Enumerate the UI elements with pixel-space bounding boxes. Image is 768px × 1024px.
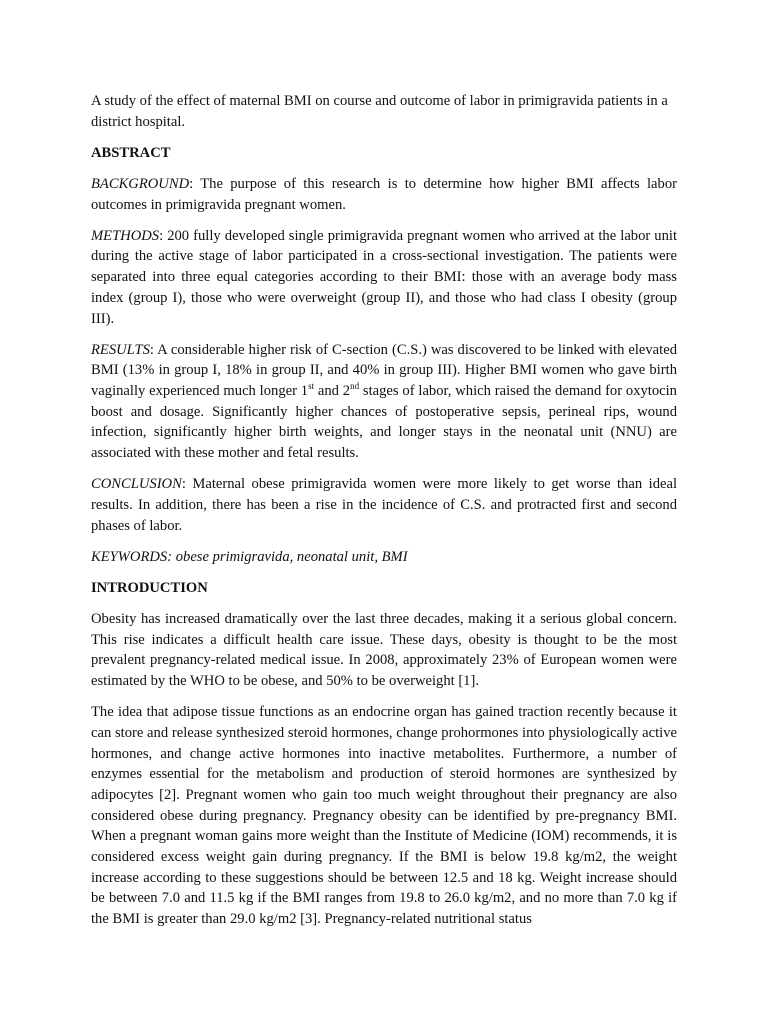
results-text-3: stages of labor, which raised the demand for oxytocin boost and dosage. Significantly higher chances of postoperative sepsis, perineal rips, wound infection, significantly higher birth weights, and longer stays in the neonatal unit (NNU) are associated with these mother and fetal results.	[91, 383, 677, 462]
introduction-heading: INTRODUCTION	[91, 579, 208, 596]
paper-title: A study of the effect of maternal BMI on course and outcome of labor in primigravida patients in a district hospital.	[91, 93, 668, 130]
methods-text: : 200 fully developed single primigravida pregnant women who arrived at the labor unit during the active stage of labor participated in a cross-sectional investigation. The patients were separated into three equal categories according to their BMI: those with an average body mass index (group I), those who were overweight (group II), and those who had class I obesity (group III).	[91, 227, 677, 327]
results-text-1: : A considerable higher risk of C-section (C.S.) was discovered to be linked with elevated BMI (13% in group I, 18% in group II, and 40% in group III). Higher BMI women who gave birth vaginally experienced much longer 1	[91, 341, 677, 399]
keywords	[91, 547, 677, 568]
results-text-2: and 2	[314, 383, 351, 399]
results-label: RESULTS	[91, 341, 150, 358]
results-superscript-1: st	[308, 381, 315, 391]
abstract-conclusion	[91, 474, 677, 536]
background-text: : The purpose of this research is to determine how higher BMI affects labor outcomes in primigravida pregnant women.	[91, 175, 677, 213]
abstract-background	[91, 174, 677, 215]
background-label: BACKGROUND	[91, 175, 190, 192]
results-superscript-2: nd	[350, 381, 360, 391]
methods-label: METHODS	[91, 227, 160, 244]
introduction-paragraph-1: Obesity has increased dramatically over the last three decades, making it a serious global concern. This rise indicates a difficult health care issue. These days, obesity is thought to be the most prevalent pregnancy-related medical issue. In 2008, approximately 23% of European women were estimated by the WHO to be obese, and 50% to be overweight [1].	[91, 610, 677, 689]
abstract-results	[91, 340, 677, 464]
introduction-paragraph-2: The idea that adipose tissue functions as an endocrine organ has gained traction recently because it can store and release synthesized steroid hormones, change prohormones into physiologically active hormones, and change active hormones into inactive metabolites. Furthermore, a number of enzymes essential for the metabolism and production of steroid hormones are synthesized by adipocytes [2]. Pregnant women who gain too much weight throughout their pregnancy are also considered obese during pregnancy. Pregnancy obesity can be identified by pre-pregnancy BMI. When a pregnant woman gains more weight than the Institute of Medicine (IOM) recommends, it is considered excess weight gain during pregnancy. If the BMI is below 19.8 kg/m2, the weight increase according to these suggestions should be between 12.5 and 18 kg. Weight increase should be between 7.0 and 11.5 kg if the BMI ranges from 19.8 to 26.0 kg/m2, and no more than 7.0 kg if the BMI is greater than 29.0 kg/m2 [3]. Pregnancy-related nutritional status	[91, 704, 677, 928]
keywords-text: KEYWORDS: obese primigravida, neonatal unit, BMI	[91, 548, 408, 565]
abstract-methods	[91, 226, 677, 330]
conclusion-label: CONCLUSION	[91, 476, 182, 493]
conclusion-text: : Maternal obese primigravida women were more likely to get worse than ideal results. In addition, there has been a rise in the incidence of C.S. and protracted first and second phases of labor.	[91, 476, 677, 534]
abstract-heading: ABSTRACT	[91, 144, 171, 161]
document-page	[91, 91, 677, 940]
